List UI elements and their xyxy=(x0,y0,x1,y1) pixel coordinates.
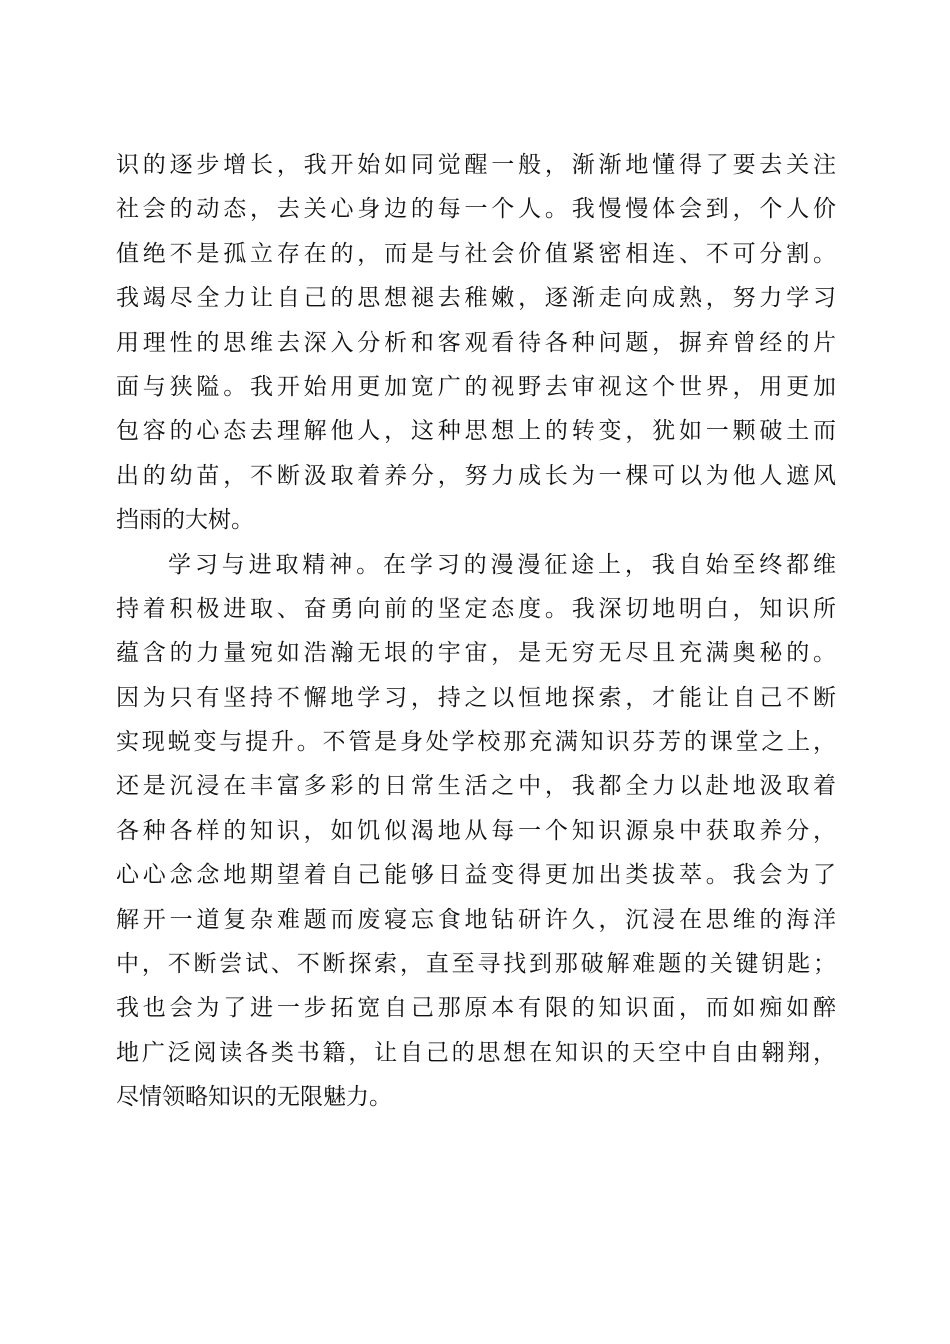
text-line: 社会的动态，去关心身边的每一个人。我慢慢体会到，个人价 xyxy=(116,196,836,223)
text-line: 各种各样的知识，如饥似渴地从每一个知识源泉中获取养分， xyxy=(116,817,836,844)
text-line: 用理性的思维去深入分析和客观看待各种问题，摒弃曾经的片 xyxy=(116,329,836,356)
text-line: 包容的心态去理解他人，这种思想上的转变，犹如一颗破土而 xyxy=(116,418,836,445)
text-line: 蕴含的力量宛如浩瀚无垠的宇宙，是无穷无尽且充满奥秘的。 xyxy=(116,640,836,667)
text-line: 尽情领略知识的无限魅力。 xyxy=(116,1084,392,1111)
paragraph-1 xyxy=(116,143,836,543)
document-body xyxy=(116,143,836,1120)
text-line: 识的逐步增长，我开始如同觉醒一般，渐渐地懂得了要去关注 xyxy=(116,152,836,178)
text-line: 我竭尽全力让自己的思想褪去稚嫩，逐渐走向成熟，努力学习 xyxy=(116,285,836,312)
text-line: 中，不断尝试、不断探索，直至寻找到那破解难题的关键钥匙； xyxy=(116,951,836,978)
text-line: 我也会为了进一步拓宽自己那原本有限的知识面，而如痴如醉 xyxy=(116,995,836,1022)
text-line: 地广泛阅读各类书籍，让自己的思想在知识的天空中自由翱翔， xyxy=(116,1039,836,1066)
text-line: 值绝不是孤立存在的，而是与社会价值紧密相连、不可分割。 xyxy=(116,240,836,267)
text-line: 因为只有坚持不懈地学习，持之以恒地探索，才能让自己不断 xyxy=(116,684,836,711)
text-line: 学习与进取精神。在学习的漫漫征途上，我自始至终都维 xyxy=(168,551,836,578)
text-line: 出的幼苗，不断汲取着养分，努力成长为一棵可以为他人遮风 xyxy=(116,462,836,489)
text-line: 面与狭隘。我开始用更加宽广的视野去审视这个世界，用更加 xyxy=(116,373,836,400)
text-line: 解开一道复杂难题而废寝忘食地钻研许久，沉浸在思维的海洋 xyxy=(116,906,836,933)
text-line: 实现蜕变与提升。不管是身处学校那充满知识芬芳的课堂之上， xyxy=(116,729,836,756)
text-line: 挡雨的大树。 xyxy=(116,507,254,534)
text-line: 还是沉浸在丰富多彩的日常生活之中，我都全力以赴地汲取着 xyxy=(116,773,836,800)
text-line: 持着积极进取、奋勇向前的坚定态度。我深切地明白，知识所 xyxy=(116,595,836,622)
paragraph-2 xyxy=(116,543,836,1120)
text-line: 心心念念地期望着自己能够日益变得更加出类拔萃。我会为了 xyxy=(116,862,836,889)
